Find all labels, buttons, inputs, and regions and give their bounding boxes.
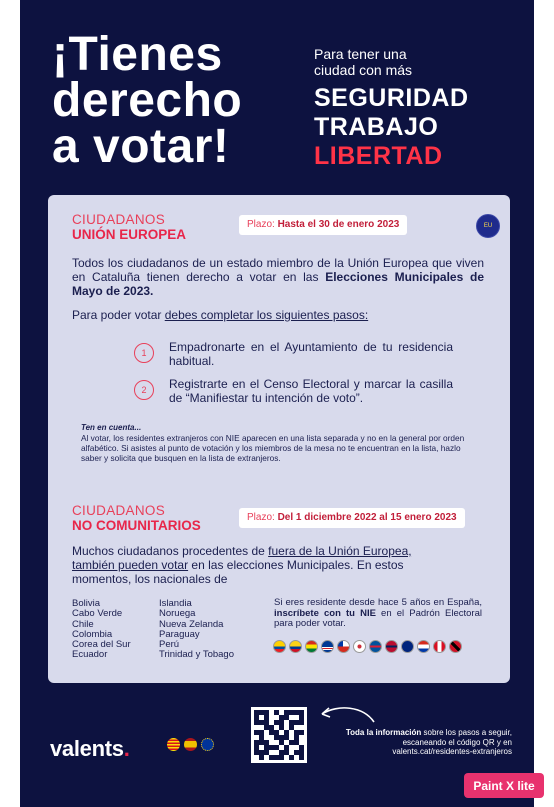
eu-title-line-1: CIUDADANOS [72,212,166,227]
tagline-seguridad: SEGURIDAD [314,84,469,112]
nc-intro-text-a: Muchos ciudadanos procedentes de [72,544,269,558]
flag-bolivia-icon [305,640,318,653]
step-1-text: Empadronarte en el Ayuntamiento de tu residencia habitual. [169,340,453,368]
tagline-intro-2: ciudad con más [314,62,413,78]
nc-intro-paragraph [72,544,412,586]
logo-text: valents [50,736,124,761]
country-item: Cabo Verde [72,608,123,620]
eu-steps-intro-text: Para poder votar [72,308,165,322]
country-item: Ecuador [72,649,108,661]
eu-intro-text: Todos los ciudadanos de un estado miembro de la Unión Europea que viven en Cataluña tienen derecho a votar en las [72,256,484,284]
footer-flags [167,738,214,751]
flag-catalonia-icon [167,738,180,751]
footer-info-text: sobre los pasos a seguir, escaneando el código QR y en valents.cat/residentes-extranjeros [392,728,512,756]
eu-deadline: Hasta el 30 de enero 2023 [277,219,400,230]
country-item: Nueva Zelanda [159,618,224,630]
flag-iceland-icon [369,640,382,653]
country-item: Perú [159,639,180,651]
valents-logo [50,736,130,762]
flag-eu-icon [201,738,214,751]
tagline-intro-1: Para tener una [314,46,407,62]
headline-line-2: derecho [52,74,243,127]
country-item: Trinidad y Tobago [159,649,234,661]
tagline-trabajo: TRABAJO [314,113,439,141]
nc-deadline-badge [239,508,465,528]
nc-section-title [72,503,201,533]
flag-chile-icon [337,640,350,653]
eu-deadline-prefix: Plazo: [247,219,278,230]
tagline [314,46,469,171]
countries-column-2 [159,599,234,661]
paint-x-lite-watermark: Paint X lite [464,773,544,798]
flag-colombia-icon [289,640,302,653]
logo-dot: . [123,736,130,761]
nc-intro-underline: fuera de la Unión Europea, también pueden votar [72,544,412,572]
country-item: Corea del Sur [72,639,131,651]
headline-line-3: a votar! [52,120,230,173]
nc-deadline: Del 1 diciembre 2022 al 15 enero 2023 [277,512,457,523]
flag-spain-icon [184,738,197,751]
country-item: Chile [72,618,94,630]
eu-stars-icon [476,214,500,238]
flag-peru-icon [433,640,446,653]
nc-deadline-prefix: Plazo: [247,512,278,523]
eu-badge-label: EU [483,223,493,229]
resident-text-a: Si eres residente desde hace 5 años en España, [274,597,482,608]
country-flags [273,640,462,653]
flag-norway-icon [385,640,398,653]
resident-text-bold: inscríbete con tu NIE [274,607,376,619]
step-1-number: 1 [134,343,154,363]
eu-intro-bold: Elecciones Municipales de Mayo de 2023. [72,270,485,298]
resident-text-c: en el Padrón Electoral para poder votar. [274,607,482,629]
flag-ecuador-icon [273,640,286,653]
resident-note [274,598,482,630]
eu-steps-intro [72,308,484,322]
nc-intro-text-c: en las elecciones Municipales. En estos momentos, los nacionales de [72,558,404,586]
step-2-text: Registrarte en el Censo Electoral y marcar la casilla de “Manifiestar tu intención de voto”. [169,377,453,405]
note-title: Ten en cuenta... [81,423,142,432]
nc-title-line-1: CIUDADANOS [72,503,166,518]
country-item: Noruega [159,608,196,620]
headline [52,28,243,173]
eu-deadline-badge [239,215,407,235]
flag-trinidad-icon [449,640,462,653]
note-body: Al votar, los residentes extranjeros con NIE aparecen en una lista separada y no en la general por orden alfabético. Si asistes al punto de votación y los miembros de la mesa no te encuentran en la lista, hazlo saber y solicita que busquen en la lista de extranjeros. [81,433,465,463]
qr-code[interactable] [251,707,307,763]
footer-info [332,728,512,757]
flag-new-zealand-icon [401,640,414,653]
nc-title-line-2: NO COMUNITARIOS [72,518,201,533]
tagline-libertad: LIBERTAD [314,142,443,170]
footer-info-bold: Toda la información [345,728,422,737]
country-item: Paraguay [159,628,200,640]
country-item: Islandia [159,598,192,609]
step-2-number: 2 [134,380,154,400]
eu-intro-paragraph [72,256,484,298]
flag-south-korea-icon [353,640,366,653]
flag-paraguay-icon [417,640,430,653]
eu-title-line-2: UNIÓN EUROPEA [72,227,187,242]
info-card [48,195,510,683]
note-box [81,423,481,463]
flag-cabo-verde-icon [321,640,334,653]
curved-arrow-icon [318,702,378,728]
countries-column-1 [72,599,131,661]
country-item: Colombia [72,628,113,640]
headline-line-1: ¡Tienes [52,28,223,81]
eu-steps-intro-underline: debes completar los siguientes pasos: [164,308,369,322]
eu-section-title [72,212,186,242]
poster [20,0,534,807]
country-item: Bolivia [72,598,100,609]
qr-pattern [254,710,304,760]
